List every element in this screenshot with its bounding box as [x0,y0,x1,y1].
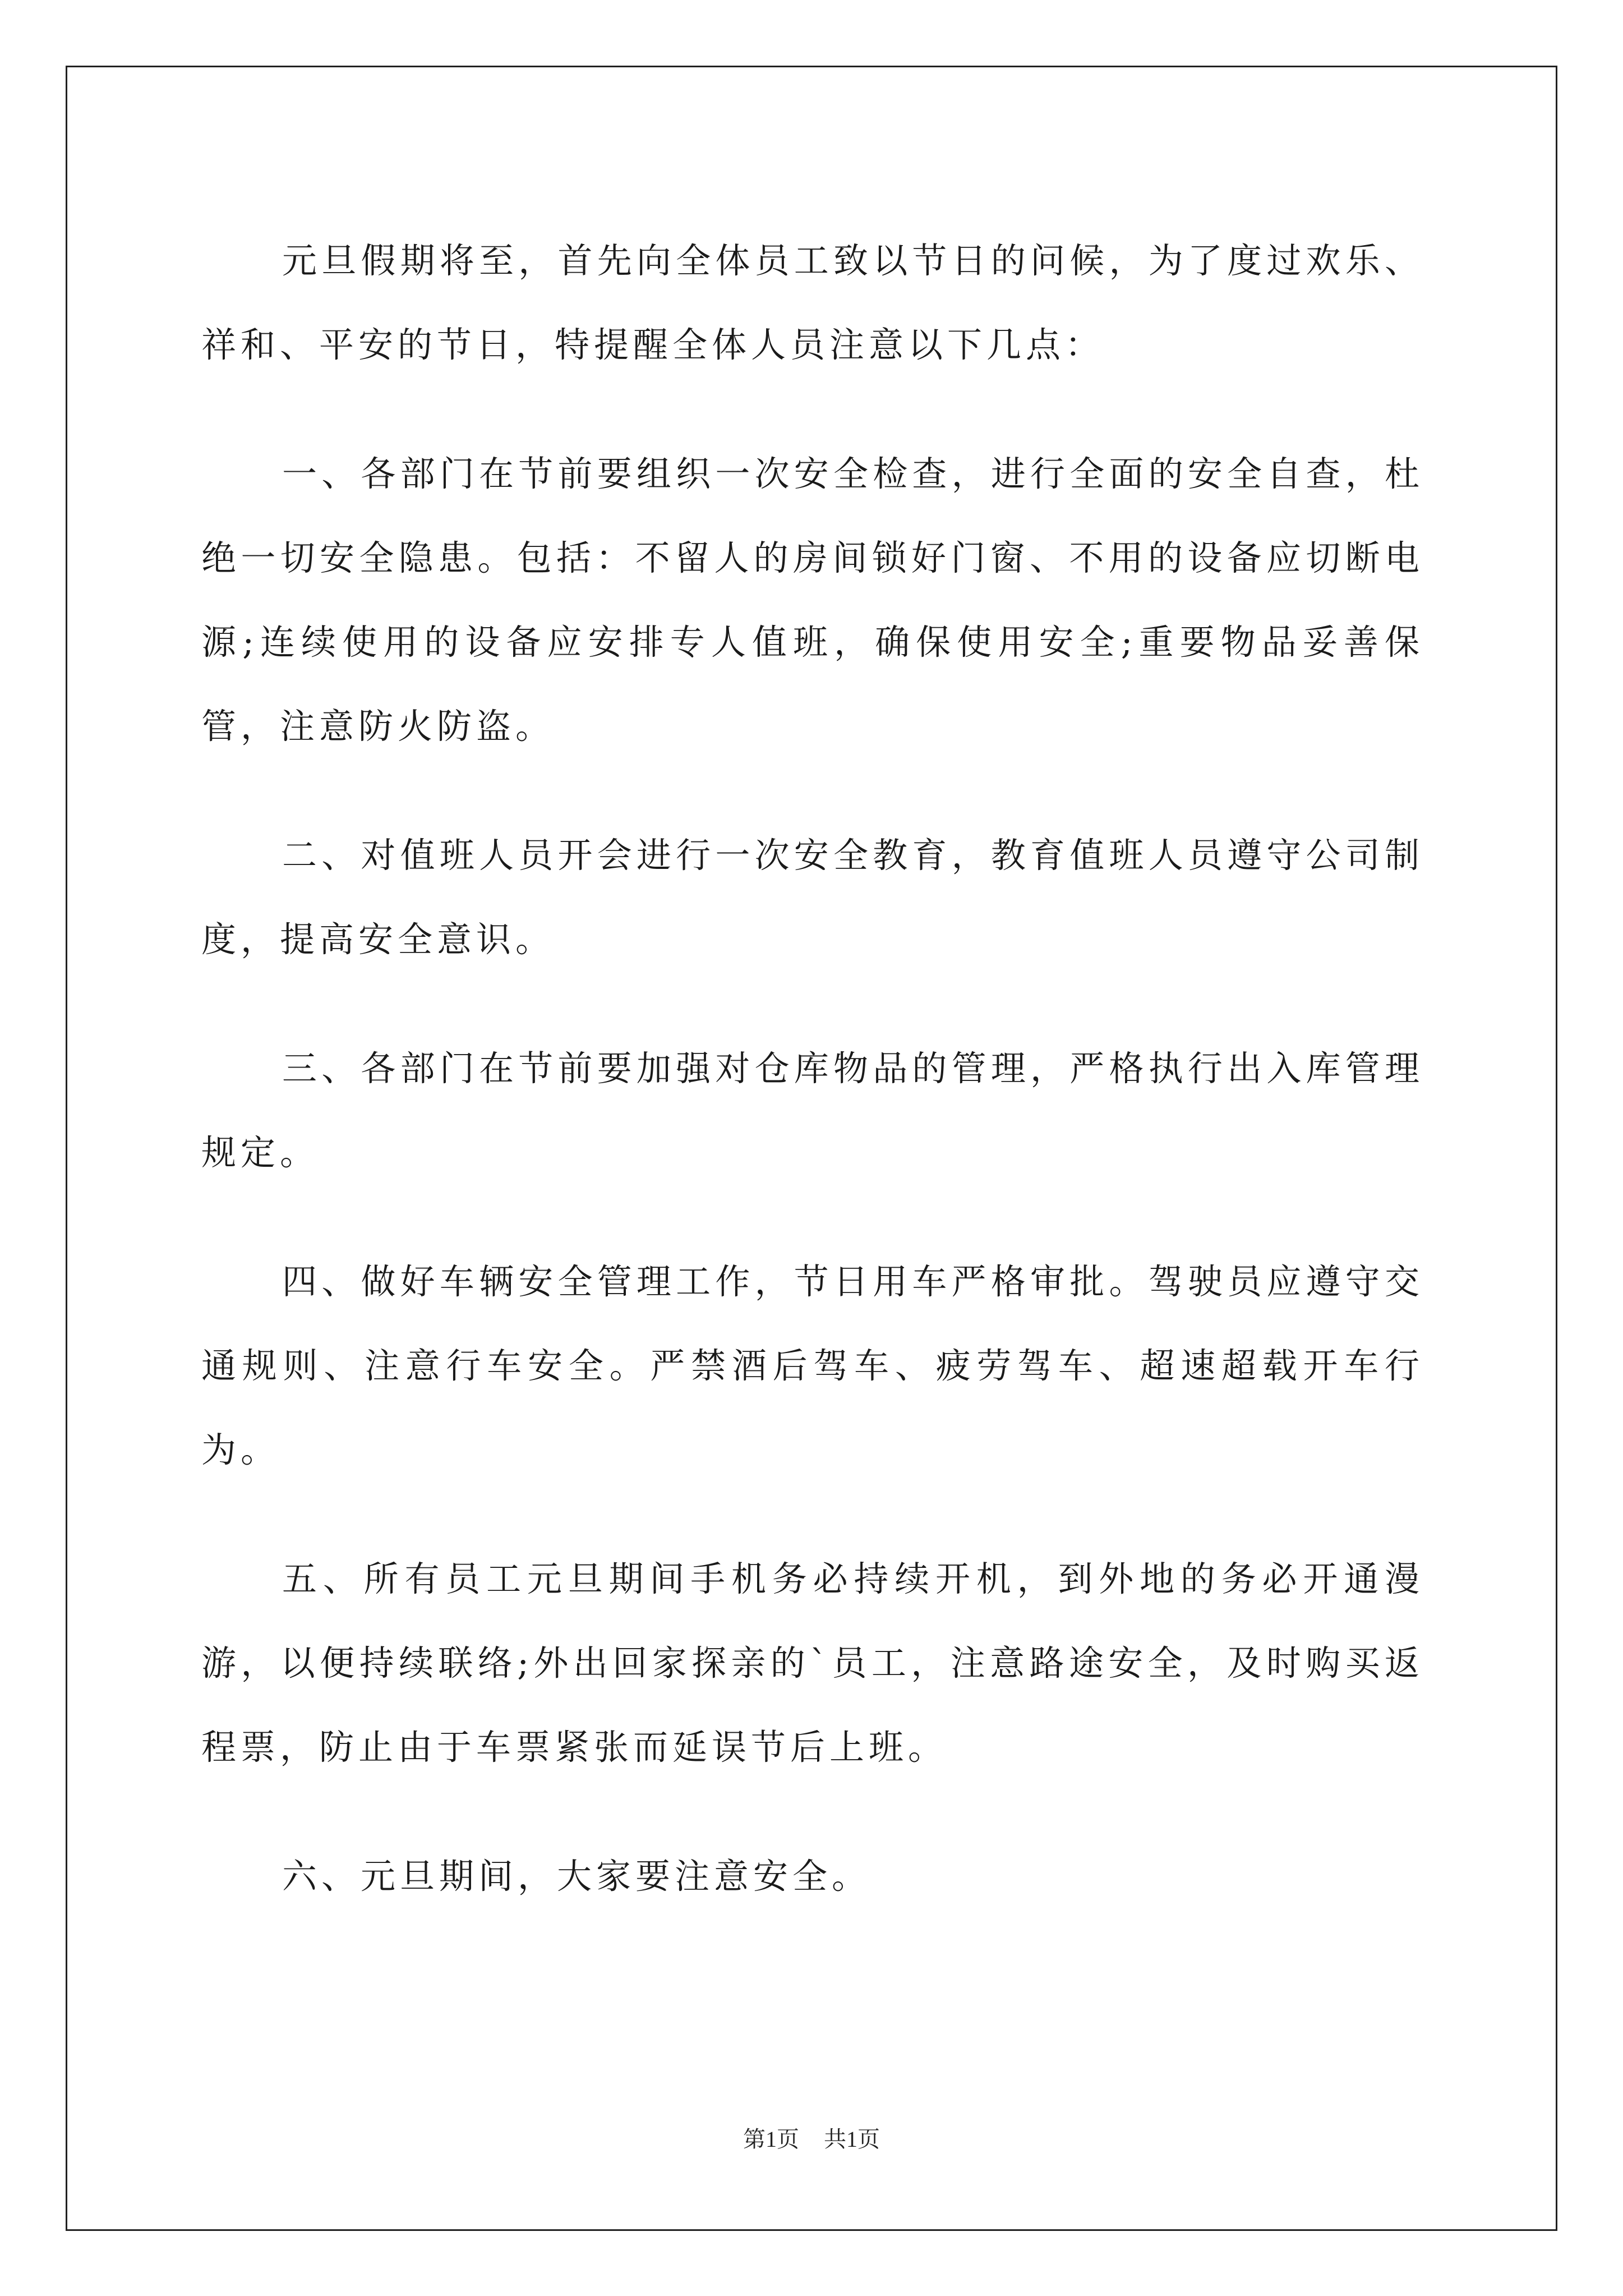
paragraph-item-5: 五、所有员工元旦期间手机务必持续开机，到外地的务必开通漫游，以便持续联络;外出回家探亲的`员工，注意路途安全，及时购买返程票，防止由于车票紧张而延误节后上班。 [201,1558,1424,1768]
paragraph-intro: 元旦假期将至，首先向全体员工致以节日的问候，为了度过欢乐、祥和、平安的节日，特提醒全体人员注意以下几点： [201,240,1424,365]
document-body [201,219,1424,1963]
paragraph-item-2: 二、对值班人员开会进行一次安全教育，教育值班人员遵守公司制度，提高安全意识。 [201,835,1424,960]
page-number-current: 第1页 [743,2127,799,2152]
paragraph-item-1: 一、各部门在节前要组织一次安全检查，进行全面的安全自查，杜绝一切安全隐患。包括：不留人的房间锁好门窗、不用的设备应切断电源;连续使用的设备应安排专人值班，确保使用安全;重要物品妥善保管，注意防火防盗。 [201,453,1424,747]
page-number-total: 共1页 [824,2127,880,2152]
paragraph-item-3: 三、各部门在节前要加强对仓库物品的管理，严格执行出入库管理规定。 [201,1048,1424,1173]
paragraph-item-6: 六、元旦期间，大家要注意安全。 [282,1856,872,1897]
page-footer [0,2122,1623,2154]
paragraph-item-4: 四、做好车辆安全管理工作，节日用车严格审批。驾驶员应遵守交通规则、注意行车安全。严禁酒后驾车、疲劳驾车、超速超载开车行为。 [201,1261,1424,1470]
